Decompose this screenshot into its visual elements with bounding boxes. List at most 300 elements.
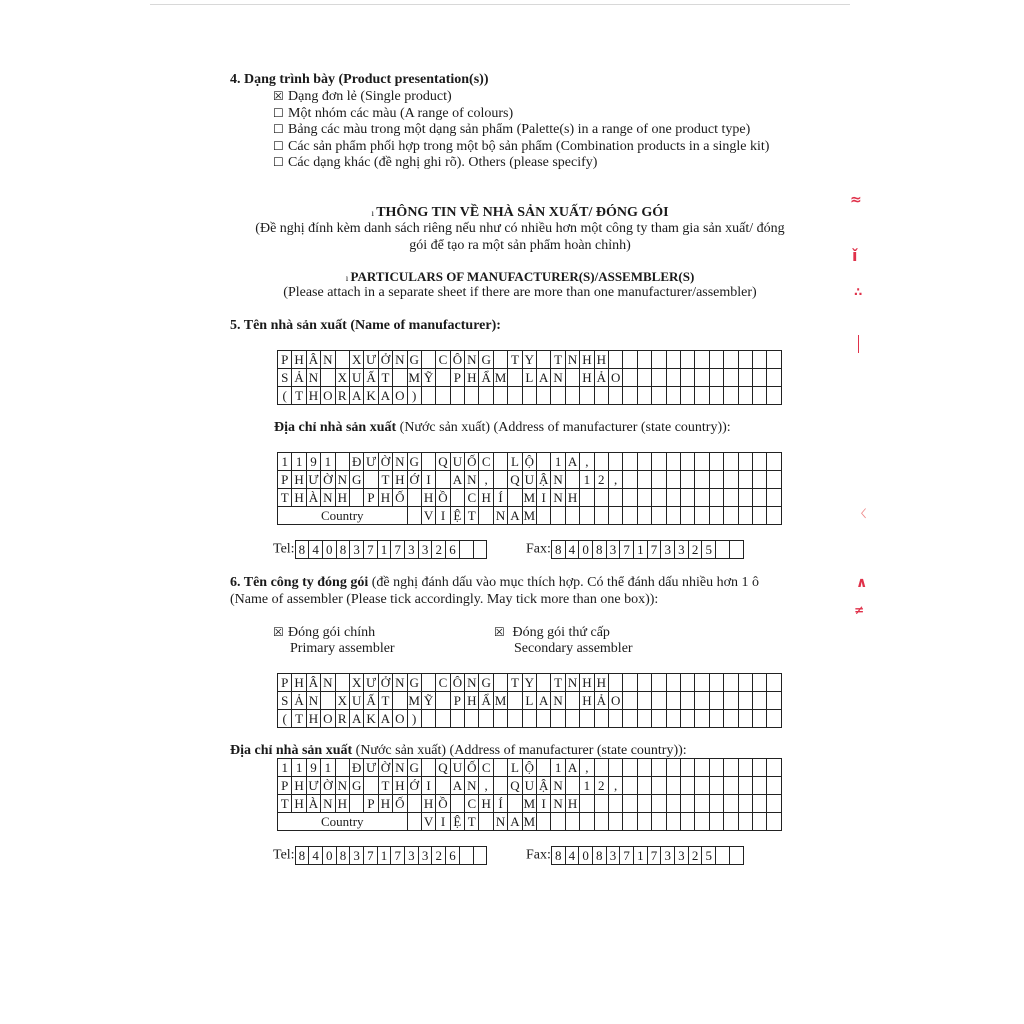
char-cell: À — [306, 795, 320, 813]
char-cell — [652, 471, 666, 489]
char-cell — [551, 710, 565, 728]
char-cell — [738, 489, 752, 507]
char-cell — [493, 710, 507, 728]
char-cell: 1 — [292, 759, 306, 777]
char-cell: O — [608, 369, 622, 387]
char-cell: , — [479, 471, 493, 489]
char-cell — [493, 674, 507, 692]
char-cell — [709, 471, 723, 489]
char-cell — [537, 351, 551, 369]
char-cell — [594, 710, 608, 728]
char-cell: H — [479, 489, 493, 507]
char-cell — [436, 777, 450, 795]
char-cell — [695, 351, 709, 369]
char-cell: Ố — [393, 489, 407, 507]
char-cell: , — [580, 759, 594, 777]
char-cell — [752, 507, 766, 525]
char-cell — [608, 813, 622, 831]
char-cell — [767, 387, 781, 405]
char-cell: G — [407, 351, 421, 369]
digit-cell — [729, 541, 743, 559]
char-cell — [767, 710, 781, 728]
char-cell: P — [278, 351, 292, 369]
char-cell: I — [421, 777, 435, 795]
char-cell — [709, 453, 723, 471]
char-cell: X — [349, 674, 363, 692]
char-cell — [767, 369, 781, 387]
vi-heading: ı THÔNG TIN VỀ NHÀ SẢN XUẤT/ ĐÓNG GÓI — [371, 205, 669, 220]
char-cell — [479, 813, 493, 831]
char-cell: Â — [306, 351, 320, 369]
char-cell — [364, 471, 378, 489]
char-cell: Ả — [594, 369, 608, 387]
grid-row — [278, 489, 782, 507]
char-cell: H — [465, 369, 479, 387]
char-cell: C — [436, 674, 450, 692]
digit-cell: 0 — [322, 541, 336, 559]
char-cell — [738, 674, 752, 692]
primary-vi-label: Đóng gói chính — [288, 625, 376, 640]
grid-row — [278, 710, 782, 728]
char-cell: H — [306, 710, 320, 728]
char-cell — [652, 674, 666, 692]
presentation-option[interactable] — [273, 122, 750, 138]
secondary-vi-label: Đóng gói thứ cấp — [512, 625, 610, 640]
char-cell: T — [278, 489, 292, 507]
char-cell — [522, 710, 536, 728]
char-cell: U — [349, 692, 363, 710]
char-cell — [508, 489, 522, 507]
presentation-option[interactable] — [273, 139, 769, 155]
char-cell — [724, 759, 738, 777]
digit-cell: 3 — [661, 847, 675, 865]
char-cell: L — [522, 692, 536, 710]
secondary-assembler-option[interactable] — [494, 625, 610, 641]
digit-cell — [729, 847, 743, 865]
char-cell: Ệ — [450, 507, 464, 525]
en-heading: ı PARTICULARS OF MANUFACTURER(S)/ASSEMBLER(S) — [345, 269, 695, 284]
char-cell: P — [450, 369, 464, 387]
country-label: Country — [278, 813, 408, 831]
char-cell: Ư — [364, 351, 378, 369]
char-cell: N — [393, 453, 407, 471]
char-cell — [421, 387, 435, 405]
country-row — [278, 507, 782, 525]
char-cell: A — [450, 777, 464, 795]
section-6-title-bold: 6. Tên công ty đóng gói — [230, 575, 369, 590]
char-cell: T — [465, 507, 479, 525]
char-cell: Â — [306, 674, 320, 692]
checkbox-icon[interactable]: ☐ — [273, 155, 284, 170]
char-cell — [695, 759, 709, 777]
char-cell — [724, 692, 738, 710]
char-cell — [752, 692, 766, 710]
char-cell — [695, 471, 709, 489]
char-cell: Ớ — [407, 777, 421, 795]
char-cell: H — [565, 489, 579, 507]
char-cell — [436, 471, 450, 489]
digit-cell: 3 — [675, 541, 689, 559]
char-cell — [537, 710, 551, 728]
char-cell: ( — [278, 387, 292, 405]
char-cell — [608, 507, 622, 525]
digit-cell: 3 — [606, 847, 620, 865]
char-cell — [465, 387, 479, 405]
char-cell: H — [580, 369, 594, 387]
char-cell: H — [393, 471, 407, 489]
char-cell — [724, 453, 738, 471]
char-cell: 1 — [580, 471, 594, 489]
char-cell — [666, 692, 680, 710]
digit-cell: 3 — [418, 541, 432, 559]
char-cell: N — [551, 369, 565, 387]
char-cell: H — [292, 777, 306, 795]
digit-cell: 4 — [565, 847, 579, 865]
char-cell — [709, 795, 723, 813]
char-cell — [724, 813, 738, 831]
char-cell — [738, 813, 752, 831]
char-cell: T — [551, 674, 565, 692]
char-cell: U — [522, 471, 536, 489]
char-cell: 9 — [306, 759, 320, 777]
char-cell — [436, 692, 450, 710]
char-cell: N — [335, 777, 349, 795]
char-cell: Í — [493, 489, 507, 507]
checkbox-icon[interactable]: ☒ — [273, 89, 284, 103]
digit-cell: 1 — [634, 847, 648, 865]
grid-row — [278, 369, 782, 387]
char-cell — [680, 795, 694, 813]
char-cell — [738, 369, 752, 387]
char-cell — [637, 387, 651, 405]
char-cell: M — [494, 692, 507, 708]
char-cell — [666, 710, 680, 728]
char-cell — [450, 387, 464, 405]
char-cell: P — [364, 795, 378, 813]
char-cell — [709, 777, 723, 795]
char-cell — [680, 759, 694, 777]
char-cell — [724, 710, 738, 728]
char-cell — [637, 813, 651, 831]
char-cell: I — [421, 471, 435, 489]
char-cell: H — [292, 489, 306, 507]
char-cell — [436, 387, 450, 405]
char-cell: Ả — [292, 692, 306, 710]
char-cell: T — [278, 795, 292, 813]
char-cell — [695, 813, 709, 831]
char-cell — [752, 777, 766, 795]
char-cell — [537, 507, 551, 525]
char-cell — [767, 813, 781, 831]
char-cell: I — [436, 507, 450, 525]
char-cell — [522, 387, 536, 405]
char-cell: ( — [278, 710, 292, 728]
char-cell: , — [479, 777, 493, 795]
char-cell: Ẩ — [479, 692, 493, 710]
char-cell: C — [479, 759, 493, 777]
char-cell — [594, 759, 608, 777]
char-cell: X — [335, 692, 349, 710]
char-cell: P — [450, 692, 464, 710]
char-cell — [652, 759, 666, 777]
char-cell: Ờ — [378, 453, 392, 471]
char-cell: H — [378, 489, 392, 507]
char-cell — [680, 489, 694, 507]
char-cell: U — [450, 453, 464, 471]
char-cell — [767, 507, 781, 525]
char-cell — [637, 471, 651, 489]
char-cell — [537, 387, 551, 405]
char-cell — [652, 387, 666, 405]
char-cell — [623, 471, 637, 489]
char-cell — [767, 674, 781, 692]
country-label: Country — [278, 507, 408, 525]
presentation-option[interactable] — [273, 106, 513, 122]
char-cell — [652, 507, 666, 525]
char-cell — [594, 507, 608, 525]
char-cell — [551, 813, 565, 831]
grid-row — [278, 692, 782, 710]
manufacturer-address-label — [274, 420, 731, 436]
char-cell: N — [306, 692, 320, 710]
char-cell — [709, 369, 723, 387]
char-cell — [493, 351, 507, 369]
char-cell — [724, 674, 738, 692]
digit-cell: 7 — [647, 541, 661, 559]
assembler-tel — [273, 846, 487, 865]
primary-checkbox-icon[interactable]: ☒ — [273, 625, 284, 639]
char-cell: Ậ — [537, 471, 551, 489]
char-cell — [724, 489, 738, 507]
char-cell — [637, 369, 651, 387]
assembler-fax — [526, 846, 744, 865]
digit-cell — [459, 847, 473, 865]
char-cell — [752, 351, 766, 369]
char-cell: A — [565, 759, 579, 777]
char-cell — [738, 351, 752, 369]
char-cell: O — [393, 387, 407, 405]
char-cell: V — [421, 813, 435, 831]
char-cell — [666, 369, 680, 387]
char-cell: K — [364, 710, 378, 728]
char-cell: Ồ — [436, 489, 450, 507]
char-cell: M — [408, 369, 420, 385]
char-cell — [608, 351, 622, 369]
char-cell: A — [349, 387, 363, 405]
char-cell — [479, 710, 493, 728]
char-cell: , — [608, 471, 622, 489]
digit-cell: 2 — [432, 541, 446, 559]
option-label: Dạng đơn lẻ (Single product) — [288, 89, 452, 104]
char-cell: C — [436, 351, 450, 369]
char-cell — [335, 453, 349, 471]
char-cell — [637, 710, 651, 728]
char-cell — [623, 710, 637, 728]
char-cell: H — [335, 795, 349, 813]
en-heading-title: PARTICULARS OF MANUFACTURER(S)/ASSEMBLER(S) — [350, 269, 695, 284]
char-cell — [724, 387, 738, 405]
digit-cell — [716, 541, 730, 559]
char-cell — [738, 795, 752, 813]
char-cell — [738, 507, 752, 525]
char-cell — [594, 489, 608, 507]
char-cell — [565, 777, 579, 795]
char-cell: H — [580, 692, 594, 710]
char-cell: T — [465, 813, 479, 831]
char-cell: H — [378, 795, 392, 813]
char-cell — [767, 777, 781, 795]
char-cell — [508, 795, 522, 813]
char-cell — [608, 759, 622, 777]
char-cell — [666, 507, 680, 525]
char-cell: L — [508, 759, 522, 777]
char-cell: H — [580, 674, 594, 692]
grid-row — [278, 674, 782, 692]
section-4-title: 4. Dạng trình bày (Product presentation(s)) — [230, 72, 489, 87]
char-cell — [738, 387, 752, 405]
char-cell: N — [335, 471, 349, 489]
char-cell — [393, 369, 407, 387]
char-cell: Ộ — [522, 453, 536, 471]
char-cell — [565, 710, 579, 728]
digit-cell: 3 — [405, 541, 419, 559]
fax-label: Fax: — [526, 541, 551, 557]
char-cell — [738, 692, 752, 710]
char-cell — [652, 692, 666, 710]
char-cell: G — [349, 777, 363, 795]
char-cell: Ố — [393, 795, 407, 813]
option-label: Các dạng khác (đề nghị ghi rõ). Others (please specify) — [288, 155, 598, 171]
char-cell — [666, 453, 680, 471]
digit-cell: 1 — [377, 847, 391, 865]
char-cell — [421, 351, 435, 369]
char-cell — [565, 387, 579, 405]
char-cell — [695, 777, 709, 795]
assembler-address-grid — [277, 758, 782, 831]
char-cell: N — [565, 674, 579, 692]
char-cell — [623, 453, 637, 471]
char-cell: L — [522, 369, 536, 387]
char-cell: T — [551, 351, 565, 369]
char-cell — [652, 710, 666, 728]
secondary-en-label: Secondary assembler — [514, 641, 633, 656]
char-cell — [680, 507, 694, 525]
char-cell: I — [537, 795, 551, 813]
digit-cell: 1 — [634, 541, 648, 559]
digit-cell: 3 — [405, 847, 419, 865]
digit-cell: 5 — [702, 541, 716, 559]
presentation-option[interactable] — [273, 155, 597, 171]
char-cell — [623, 759, 637, 777]
char-cell: N — [306, 369, 320, 387]
char-cell: Ư — [364, 759, 378, 777]
char-cell: T — [292, 387, 306, 405]
assembler-fax-grid — [551, 846, 744, 865]
char-cell: H — [465, 692, 479, 710]
char-cell — [752, 387, 766, 405]
char-cell — [709, 674, 723, 692]
char-cell — [637, 777, 651, 795]
digit-cell — [716, 847, 730, 865]
char-cell: P — [278, 777, 292, 795]
char-cell: 1 — [580, 777, 594, 795]
char-cell: 9 — [306, 453, 320, 471]
char-cell — [738, 710, 752, 728]
char-cell — [680, 813, 694, 831]
digit-cell: 3 — [606, 541, 620, 559]
presentation-option[interactable] — [273, 89, 452, 105]
char-cell: N — [393, 351, 407, 369]
char-cell: A — [508, 813, 522, 831]
char-cell: H — [421, 489, 435, 507]
char-cell: N — [393, 759, 407, 777]
checkbox-icon[interactable]: ☐ — [273, 122, 284, 137]
char-cell: Ớ — [407, 471, 421, 489]
char-cell — [335, 351, 349, 369]
digit-cell: 4 — [309, 541, 323, 559]
char-cell — [623, 795, 637, 813]
char-cell: P — [278, 674, 292, 692]
char-cell — [666, 489, 680, 507]
char-cell: Ư — [306, 471, 320, 489]
char-cell — [608, 489, 622, 507]
char-cell: Ộ — [522, 759, 536, 777]
char-cell: A — [565, 453, 579, 471]
char-cell: N — [465, 471, 479, 489]
char-cell — [580, 489, 594, 507]
char-cell: Đ — [349, 453, 363, 471]
char-cell — [393, 692, 407, 710]
char-cell: 1 — [278, 759, 292, 777]
char-cell: G — [349, 471, 363, 489]
char-cell: H — [306, 387, 320, 405]
char-cell: P — [364, 489, 378, 507]
grid-row — [278, 471, 782, 489]
char-cell: N — [321, 674, 335, 692]
checkbox-icon[interactable]: ☐ — [273, 138, 284, 153]
char-cell — [335, 759, 349, 777]
char-cell — [767, 453, 781, 471]
digit-cell: 8 — [551, 541, 565, 559]
char-cell: H — [335, 489, 349, 507]
checkbox-icon[interactable]: ☐ — [273, 105, 284, 120]
stamp-mark-4 — [858, 335, 859, 353]
char-cell — [349, 795, 363, 813]
char-cell: Ờ — [321, 777, 335, 795]
char-cell: Ệ — [450, 813, 464, 831]
assembler-address-label-bold: Địa chỉ nhà sản xuất — [230, 743, 353, 758]
char-cell: C — [479, 453, 493, 471]
secondary-checkbox-icon[interactable]: ☒ — [494, 625, 505, 639]
char-cell: K — [364, 387, 378, 405]
char-cell: A — [537, 369, 551, 387]
char-cell: Í — [493, 795, 507, 813]
char-cell: Q — [436, 759, 450, 777]
top-rule — [150, 4, 850, 5]
char-cell — [652, 813, 666, 831]
char-cell — [695, 387, 709, 405]
char-cell: A — [378, 710, 392, 728]
primary-assembler-option[interactable] — [273, 625, 375, 641]
char-cell: M — [523, 813, 536, 829]
char-cell — [752, 471, 766, 489]
char-cell: Ở — [378, 674, 392, 692]
char-cell: N — [551, 692, 565, 710]
char-cell: Ẩ — [479, 369, 493, 387]
manufacturer-name-grid — [277, 350, 782, 405]
char-cell — [767, 795, 781, 813]
char-cell — [666, 795, 680, 813]
